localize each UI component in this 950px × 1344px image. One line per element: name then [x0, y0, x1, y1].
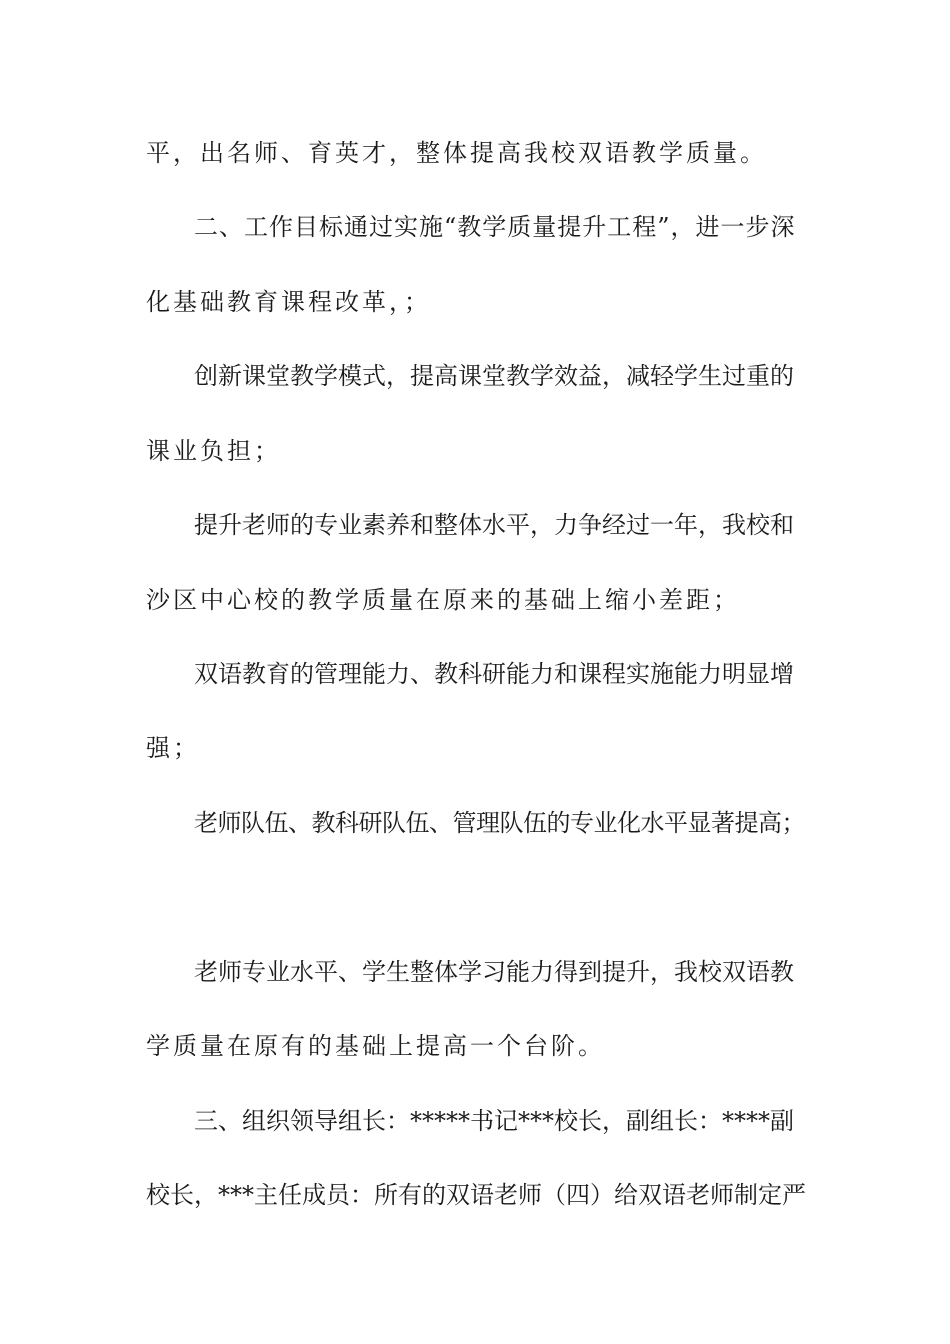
paragraph-line: 老师队伍、教科研队伍、管理队伍的专业化水平显著提高； [194, 809, 805, 837]
paragraph-line: 校长，***主任成员：所有的双语老师（四）给双语老师制定严 [146, 1181, 806, 1209]
paragraph-line: 创新课堂教学模式，提高课堂教学效益，减轻学生过重的 [194, 362, 794, 390]
paragraph-line: 双语教育的管理能力、教科研能力和课程实施能力明显增 [194, 660, 794, 688]
paragraph-line: 老师专业水平、学生整体学习能力得到提升，我校双语教 [194, 958, 794, 986]
paragraph-line: 强； [146, 734, 200, 762]
paragraph-line: 提升老师的专业素养和整体水平，力争经过一年，我校和 [194, 511, 794, 539]
paragraph-line: 化基础教育课程改革，； [146, 288, 431, 316]
paragraph-line: 学质量在原有的基础上提高一个台阶。 [146, 1032, 605, 1060]
paragraph-line: 沙区中心校的教学质量在原来的基础上缩小差距； [146, 586, 740, 614]
paragraph-line: 二、工作目标通过实施“教学质量提升工程”，进一步深 [194, 213, 796, 241]
paragraph-line: 课业负担； [146, 437, 281, 465]
paragraph-line: 三、组织领导组长：*****书记***校长，副组长：****副 [194, 1107, 794, 1135]
paragraph-line: 平，出名师、育英才，整体提高我校双语教学质量。 [146, 139, 767, 167]
